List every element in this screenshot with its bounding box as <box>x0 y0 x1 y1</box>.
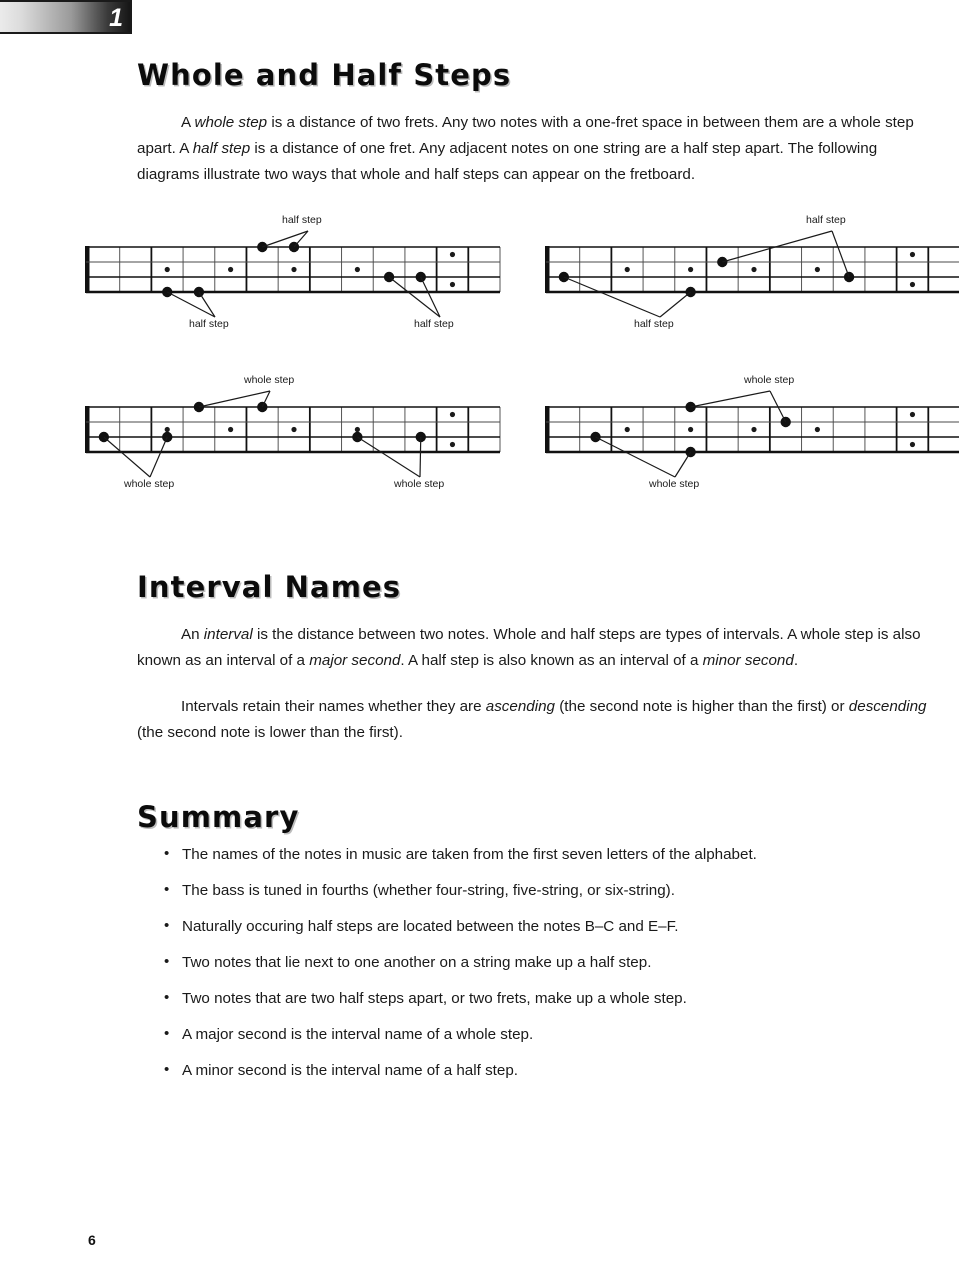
page-number: 6 <box>88 1232 96 1248</box>
summary-bullet: • Two notes that lie next to one another on a string make up a half step. <box>160 953 959 973</box>
leader-line <box>675 452 691 477</box>
leader-line <box>389 277 440 317</box>
summary-bullet: • The names of the notes in music are taken from the first seven letters of the alphabet. <box>160 845 959 865</box>
interval-names-paragraph-1: An interval is the distance between two notes. Whole and half steps are types of intervals. A whole step is also known as an interval of a major second. A half step is also known as an interval of a minor second. <box>137 626 921 669</box>
page-title: Whole and Half Steps <box>137 58 512 92</box>
fretboard-svg <box>84 365 504 500</box>
inlay-dot-double <box>450 252 455 257</box>
leader-line <box>420 437 421 477</box>
leader-line <box>596 437 675 477</box>
whole-step-diagram-1 <box>84 365 504 500</box>
diagram-label: half step <box>634 318 674 330</box>
summary-bullet: • A minor second is the interval name of a half step. <box>160 1061 959 1081</box>
inlay-dot <box>165 267 170 272</box>
inlay-dot-double <box>910 442 915 447</box>
inlay-dot <box>165 427 170 432</box>
interval-names-heading: Interval Names <box>137 570 402 604</box>
note-marker <box>257 242 267 252</box>
note-marker <box>162 432 172 442</box>
summary-bullet: • The bass is tuned in fourths (whether four-string, five-string, or six-string). <box>160 881 959 901</box>
leader-line <box>660 292 691 317</box>
inlay-dot-double <box>450 442 455 447</box>
summary-bullet: • Naturally occuring half steps are located between the notes B–C and E–F. <box>160 917 959 937</box>
diagram-label: half step <box>414 318 454 330</box>
fretboard-svg <box>544 205 959 340</box>
note-marker <box>717 257 727 267</box>
leader-line <box>150 437 167 477</box>
leader-line <box>832 231 849 277</box>
inlay-dot <box>688 427 693 432</box>
fretboard-nut <box>545 406 550 453</box>
inlay-dot-double <box>450 282 455 287</box>
inlay-dot <box>291 427 296 432</box>
summary-bullet: • Two notes that are two half steps apart, or two frets, make up a whole step. <box>160 989 959 1009</box>
diagram-label: half step <box>282 214 322 226</box>
interval-names-paragraph-2: Intervals retain their names whether they are ascending (the second note is higher than the first) or descending (the second note is lower than the first). <box>137 698 927 741</box>
note-marker <box>384 272 394 282</box>
inlay-dot <box>751 267 756 272</box>
diagram-label: whole step <box>394 478 445 490</box>
inlay-dot <box>355 427 360 432</box>
inlay-dot <box>815 427 820 432</box>
inlay-dot <box>228 267 233 272</box>
diagram-label: whole step <box>244 374 295 386</box>
note-marker <box>685 402 695 412</box>
whole-step-diagram-2 <box>544 365 959 500</box>
inlay-dot <box>291 267 296 272</box>
whole-half-paragraph: A whole step is a distance of two frets. Any two notes with a one-fret space in between them are a whole step apart. A half step is a distance of one fret. Any adjacent notes on one string are a half step apart. The following diagrams illustrate two ways that whole and half steps can appear on the fretboard. <box>137 114 914 183</box>
inlay-dot <box>625 267 630 272</box>
diagram-label: whole step <box>124 478 175 490</box>
inlay-dot <box>228 427 233 432</box>
note-marker <box>257 402 267 412</box>
diagram-label: half step <box>189 318 229 330</box>
note-marker <box>590 432 600 442</box>
note-marker <box>352 432 362 442</box>
leader-line <box>167 292 215 317</box>
leader-line <box>691 391 770 407</box>
diagram-label: whole step <box>649 478 700 490</box>
summary-list <box>160 845 959 1097</box>
fretboard-svg <box>544 365 959 500</box>
fretboard-nut <box>545 246 550 293</box>
fretboard-nut <box>85 246 90 293</box>
chapter-tab <box>0 0 132 34</box>
half-step-diagram-2 <box>544 205 959 340</box>
leader-line <box>104 437 150 477</box>
fretboard-svg <box>84 205 504 340</box>
inlay-dot <box>751 427 756 432</box>
fretboard-nut <box>85 406 90 453</box>
summary-heading: Summary <box>137 800 300 834</box>
inlay-dot-double <box>910 282 915 287</box>
half-step-diagram-1 <box>84 205 504 340</box>
note-marker <box>780 417 790 427</box>
summary-bullet: • A major second is the interval name of a whole step. <box>160 1025 959 1045</box>
inlay-dot <box>815 267 820 272</box>
leader-line <box>357 437 420 477</box>
inlay-dot-double <box>910 412 915 417</box>
diagram-label: whole step <box>744 374 795 386</box>
inlay-dot <box>625 427 630 432</box>
diagram-label: half step <box>806 214 846 226</box>
inlay-dot <box>688 267 693 272</box>
chapter-number: 1 <box>109 4 122 32</box>
inlay-dot-double <box>910 252 915 257</box>
inlay-dot <box>355 267 360 272</box>
inlay-dot-double <box>450 412 455 417</box>
